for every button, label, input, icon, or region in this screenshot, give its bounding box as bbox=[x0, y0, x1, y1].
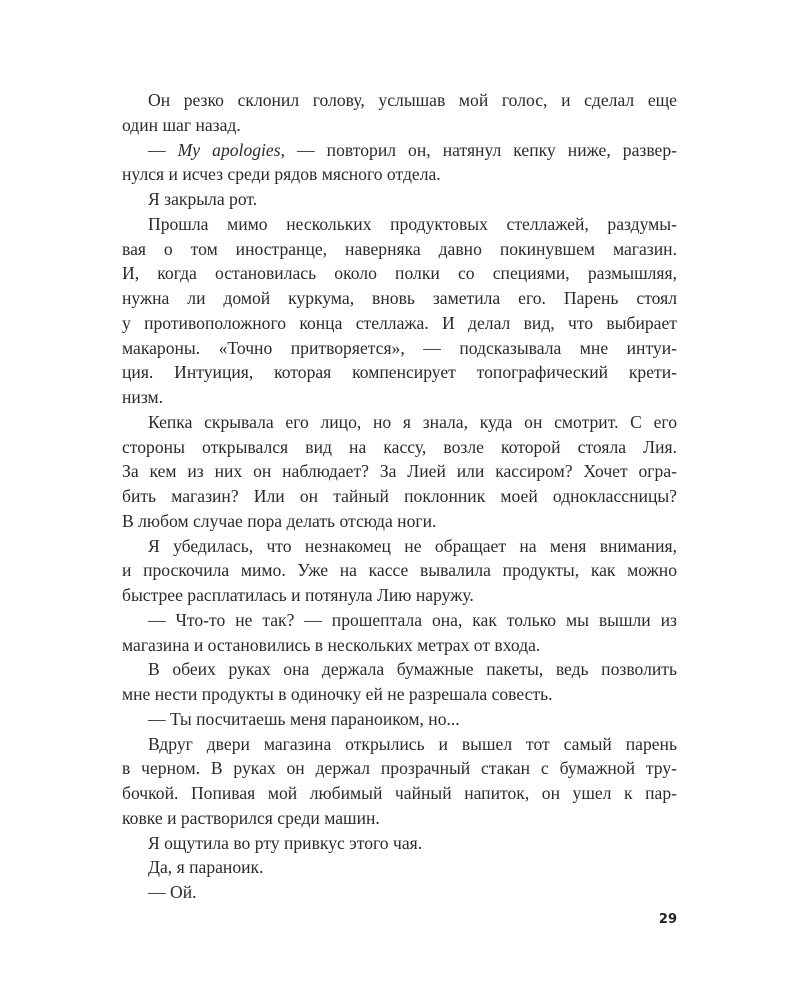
text-line: За кем из них он наблюдает? За Лией или кассиром? Хочет огра- bbox=[122, 461, 677, 482]
text-line: низм. bbox=[122, 387, 164, 407]
text-line: Я ощутила во рту привкус этого чая. bbox=[148, 832, 423, 853]
text-line: — Ой. bbox=[148, 882, 197, 902]
text-line: макароны. «Точно притворяется», — подсказывала мне интуи- bbox=[122, 337, 677, 358]
text-line: мне нести продукты в одиночку ей не разрешала совесть. bbox=[122, 684, 553, 704]
text-line: нужна ли домой куркума, вновь заметила его. Парень стоял bbox=[122, 288, 677, 308]
text-segment: — bbox=[148, 139, 178, 160]
page-number: 29 bbox=[658, 912, 677, 927]
text-line: один шаг назад. bbox=[122, 114, 241, 135]
text-line: у противоположного конца стеллажа. И делал вид, что выбирает bbox=[122, 312, 677, 333]
text-line: быстрее расплатилась и потянула Лию наружу. bbox=[122, 585, 474, 605]
text-line: ция. Интуиция, которая компенсирует топографический крети- bbox=[122, 362, 677, 383]
text-line: бочкой. Попивая мой любимый чайный напиток, он ушел к пар- bbox=[122, 783, 677, 803]
text-line: вая о том иностранце, наверняка давно покинувшем магазин. bbox=[122, 238, 677, 259]
text-line: — Что-то не так? — прошептала она, как только мы вышли из bbox=[148, 609, 677, 630]
text-line: в черном. В руках он держал прозрачный стакан с бумажной тру- bbox=[122, 758, 677, 779]
text-line: Он резко склонил голову, услышав мой голос, и сделал еще bbox=[148, 90, 677, 110]
text-line: В любом случае пора делать отсюда ноги. bbox=[122, 510, 437, 531]
text-line: И, когда остановилась около полки со специями, размышляя, bbox=[122, 263, 677, 284]
text-line: и проскочила мимо. Уже на кассе вывалила продукты, как можно bbox=[122, 560, 677, 581]
text-line bbox=[122, 138, 677, 163]
text-line: — Ты посчитаешь меня параноиком, но... bbox=[148, 708, 460, 729]
text-line: Кепка скрывала его лицо, но я знала, куда он смотрит. С его bbox=[148, 411, 677, 432]
text-line: Я убедилась, что незнакомец не обращает на меня внимания, bbox=[148, 535, 677, 556]
italic-phrase: My apologies bbox=[177, 139, 281, 160]
text-line: нулся и исчез среди рядов мясного отдела. bbox=[122, 164, 441, 185]
text-line: Я закрыла рот. bbox=[148, 189, 258, 209]
text-line: стороны открывался вид на кассу, возле которой стояла Лия. bbox=[122, 436, 677, 457]
text-line: В обеих руках она держала бумажные пакеты, ведь позволить bbox=[148, 659, 677, 680]
text-line: Прошла мимо нескольких продуктовых стеллажей, раздумы- bbox=[148, 213, 677, 234]
text-line: Да, я параноик. bbox=[148, 857, 264, 878]
book-page-body bbox=[122, 88, 677, 905]
text-line: магазина и остановились в нескольких метрах от входа. bbox=[122, 634, 541, 655]
text-line: Вдруг двери магазина открылись и вышел тот самый парень bbox=[148, 733, 677, 754]
text-line: бить магазин? Или он тайный поклонник моей одноклассницы? bbox=[122, 486, 677, 506]
text-segment: , — повторил он, натянул кепку ниже, развер- bbox=[280, 139, 678, 160]
text-line: ковке и растворился среди машин. bbox=[122, 807, 380, 828]
